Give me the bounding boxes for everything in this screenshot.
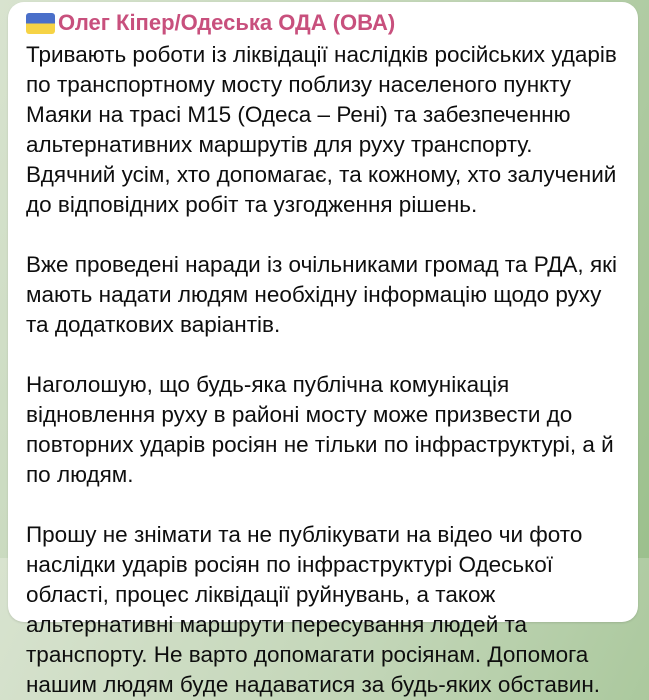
message-paragraph: Прошу не знімати та не публікувати на відео чи фото наслідки ударів росіян по інфраструктурі Одеської області, процес ліквідації руйнувань, а також альтернативні маршрути пересування людей та транспорту. Не варто допомагати росіянам. Допомога нашим людям буде надаватися за будь-яких обставин. — [26, 522, 601, 697]
message-header — [26, 10, 620, 36]
message-bubble — [8, 2, 638, 697]
ukraine-flag-icon — [26, 13, 55, 34]
channel-name[interactable]: Олег Кіпер/Одеська ОДА (ОВА) — [58, 10, 396, 35]
message-paragraph: Тривають роботи із ліквідації наслідків російських ударів по транспортному мосту поблизу населеного пункту Маяки на трасі М15 (Одеса – Рені) та забезпеченню альтернативних маршрутів для руху транспорту. Вдячний усім, хто допомагає, та кожному, хто залучений до відповідних робіт та узгодження рішень. — [26, 42, 617, 217]
message-paragraph: Наголошую, що будь-яка публічна комунікація відновлення руху в районі мосту може призвести до повторних ударів росіян не тільки по інфраструктурі, а й по людям. — [26, 372, 614, 487]
message-paragraph: Вже проведені наради із очільниками громад та РДА, які мають надати людям необхідну інформацію щодо руху та додаткових варіантів. — [26, 252, 617, 337]
message-text — [26, 40, 620, 700]
